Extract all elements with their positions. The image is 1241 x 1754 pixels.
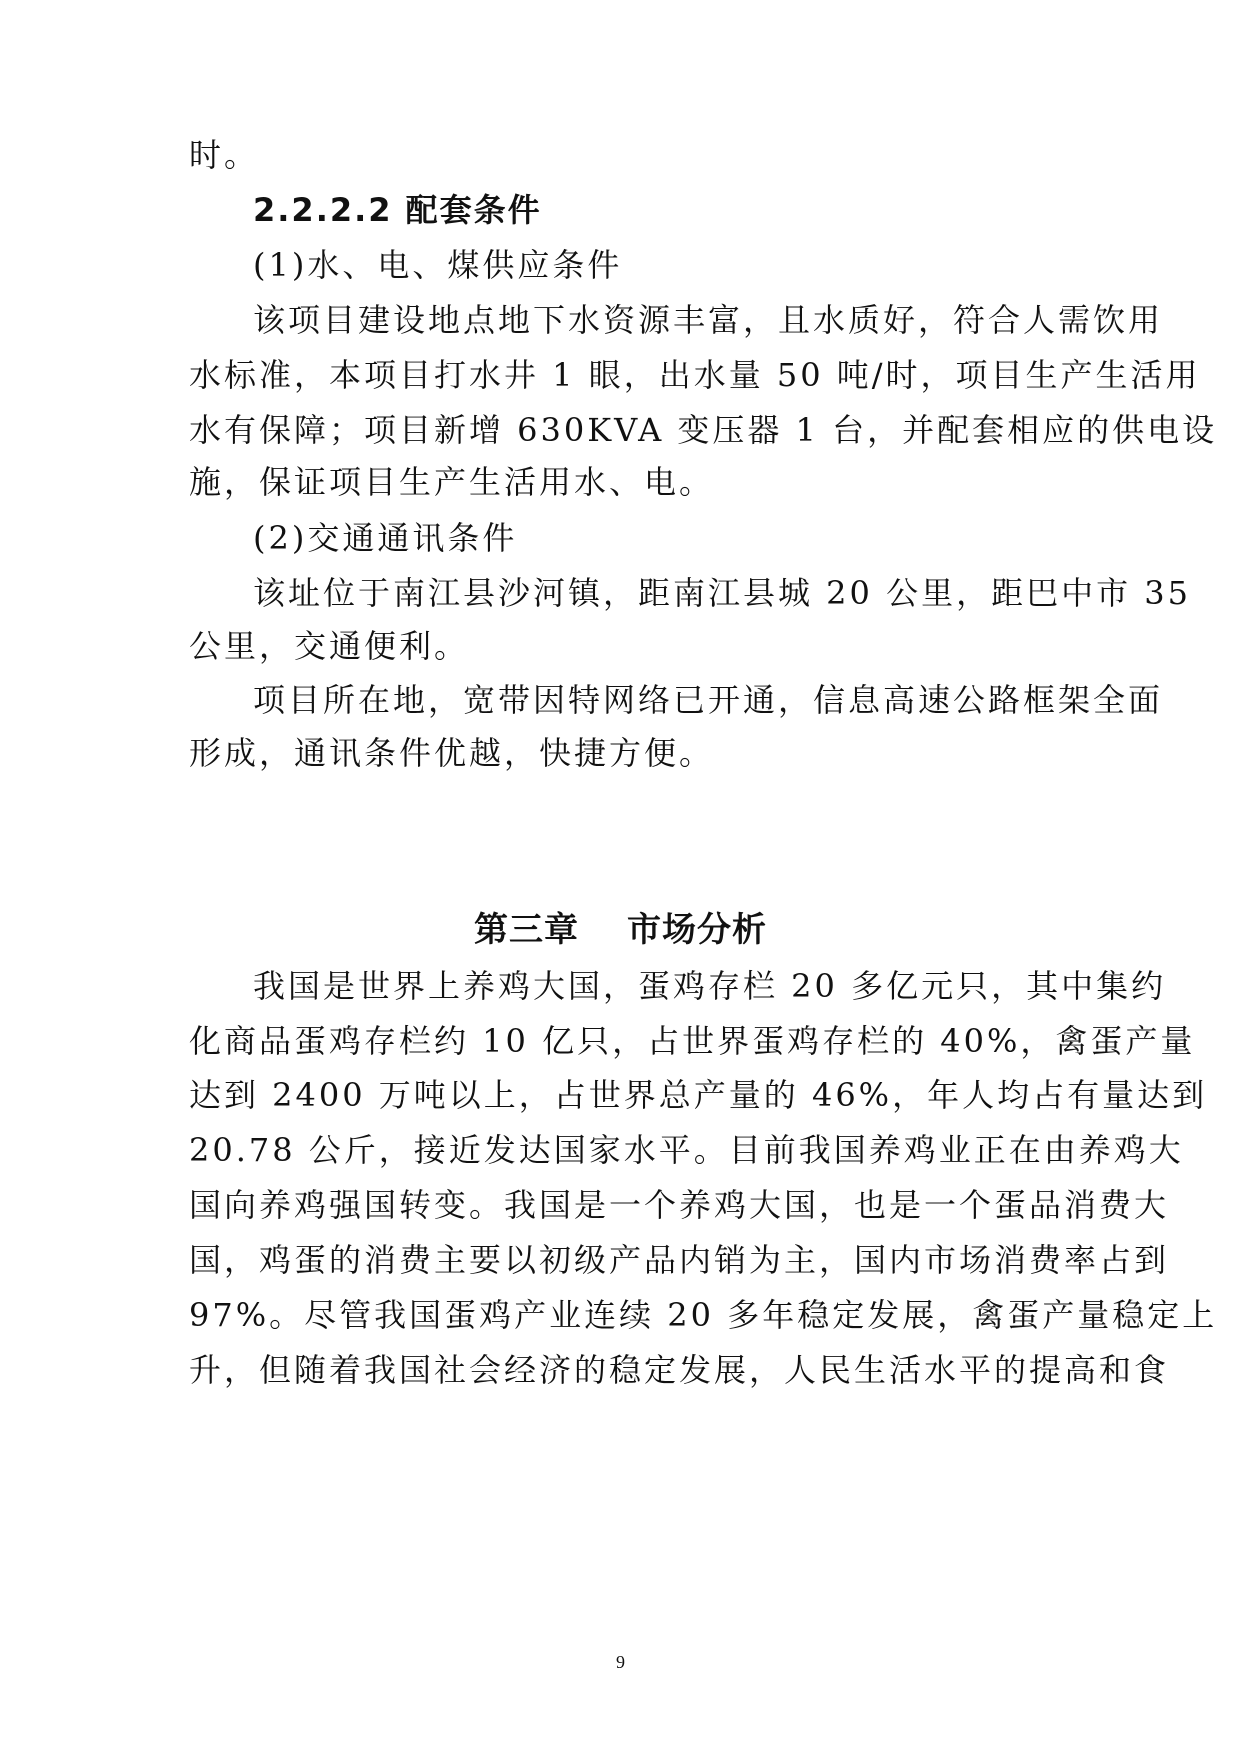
paragraph-line: 项目所在地，宽带因特网络已开通，信息高速公路框架全面 [253,681,1164,719]
continuation-text: 时。 [189,136,260,174]
chapter-heading [0,910,1241,950]
item2-title: (2)交通通讯条件 [253,519,518,557]
paragraph-line: 水有保障；项目新增 630KVA 变压器 1 台，并配套相应的供电设 [189,411,1218,449]
paragraph-line: 我国是世界上养鸡大国，蛋鸡存栏 20 多亿元只，其中集约 [253,967,1167,1005]
paragraph-line: 国向养鸡强国转变。我国是一个养鸡大国，也是一个蛋品消费大 [189,1186,1170,1224]
item1-title: (1)水、电、煤供应条件 [253,246,623,284]
chapter-title: 市场分析 [627,910,767,950]
paragraph-line: 公里，交通便利。 [189,627,470,665]
chapter-number: 第三章 [474,910,579,950]
section-heading: 2.2.2.2 配套条件 [253,191,542,229]
paragraph-line: 水标准，本项目打水井 1 眼，出水量 50 吨/时，项目生产生活用 [189,356,1201,394]
paragraph-line: 达到 2400 万吨以上，占世界总产量的 46%，年人均占有量达到 [189,1076,1208,1114]
paragraph-line: 化商品蛋鸡存栏约 10 亿只，占世界蛋鸡存栏的 40%，禽蛋产量 [189,1022,1196,1060]
paragraph-line: 形成，通讯条件优越，快捷方便。 [189,734,715,772]
paragraph-line: 该项目建设地点地下水资源丰富，且水质好，符合人需饮用 [253,301,1164,339]
paragraph-line: 施，保证项目生产生活用水、电。 [189,463,715,501]
paragraph-line: 国，鸡蛋的消费主要以初级产品内销为主，国内市场消费率占到 [189,1241,1170,1279]
paragraph-line: 该址位于南江县沙河镇，距南江县城 20 公里，距巴中市 35 [253,574,1191,612]
paragraph-line: 20.78 公斤，接近发达国家水平。目前我国养鸡业正在由养鸡大 [189,1131,1184,1169]
page-number: 9 [616,1652,625,1672]
paragraph-line: 97%。尽管我国蛋鸡产业连续 20 多年稳定发展，禽蛋产量稳定上 [189,1296,1218,1334]
paragraph-line: 升，但随着我国社会经济的稳定发展，人民生活水平的提高和食 [189,1351,1170,1389]
